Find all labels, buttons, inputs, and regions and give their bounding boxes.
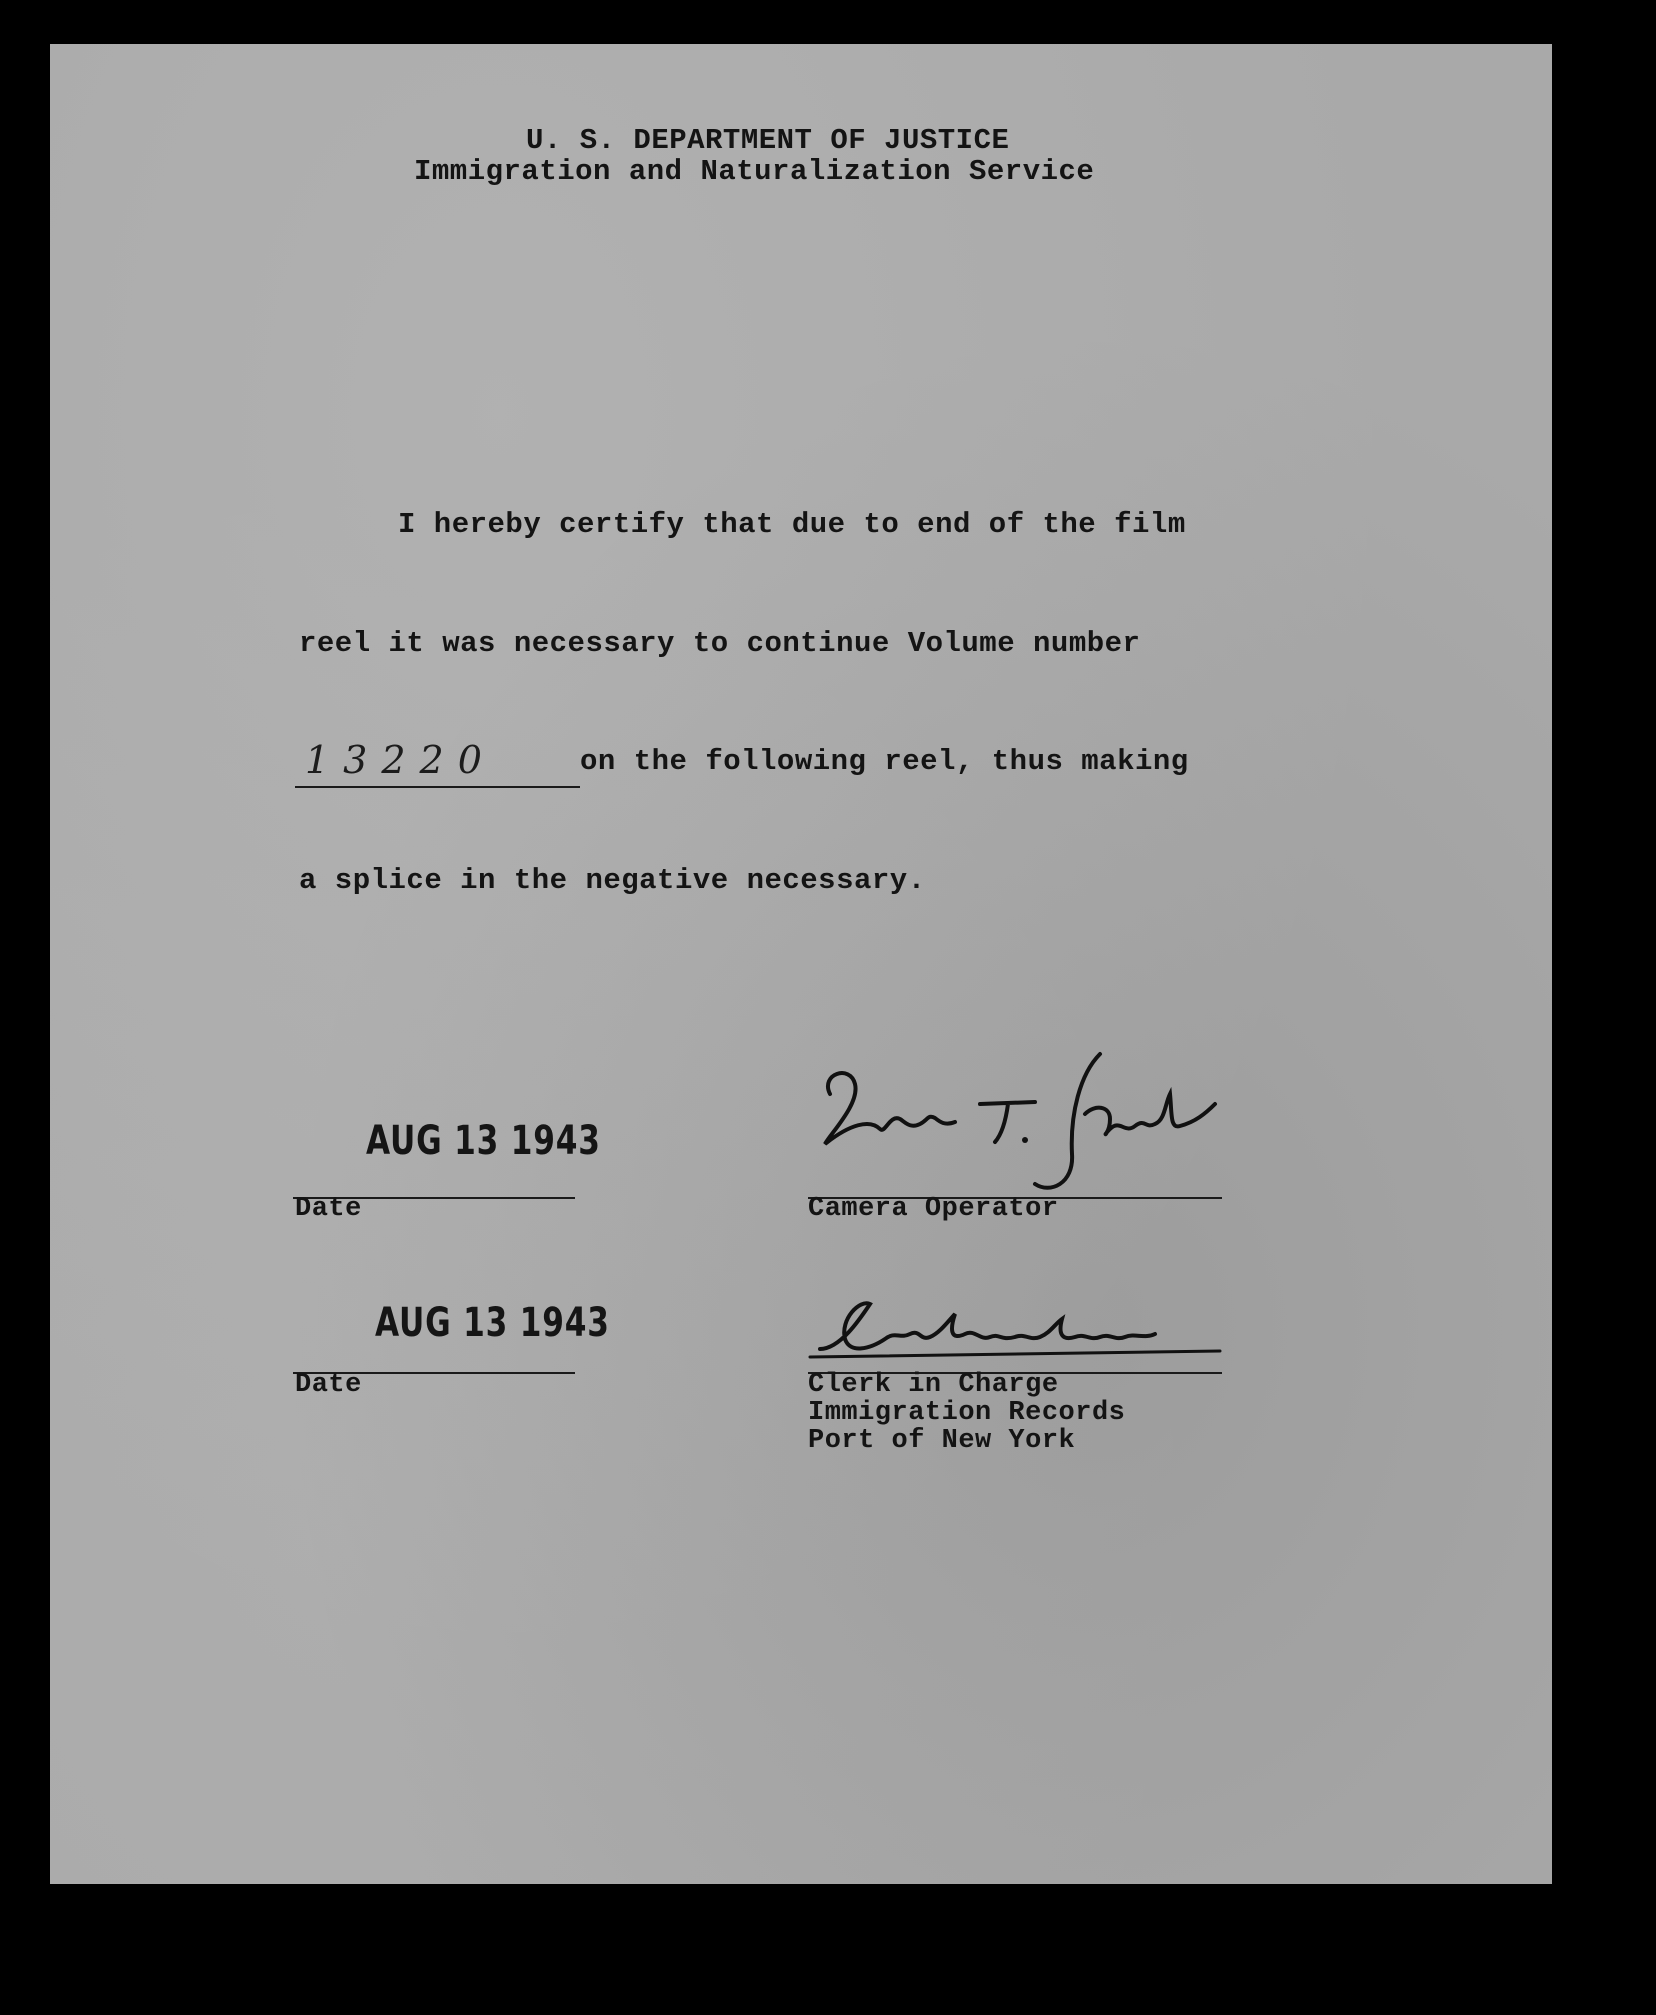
clerk-title-line-2: Immigration Records	[808, 1398, 1126, 1428]
clerk-title-line-3: Port of New York	[808, 1426, 1076, 1456]
date-label-1: Date	[295, 1194, 362, 1224]
clerk-title-line-1: Clerk in Charge	[808, 1370, 1059, 1400]
certification-line-3: on the following reel, thus making	[580, 745, 1189, 778]
header-service: Immigration and Naturalization Service	[414, 155, 1095, 188]
certification-line-2: reel it was necessary to continue Volume number	[299, 627, 1141, 660]
camera-operator-label: Camera Operator	[808, 1194, 1059, 1224]
date-label-2: Date	[295, 1370, 362, 1400]
date-stamp-1: AUG 13 1943	[366, 1118, 601, 1164]
camera-operator-signature	[810, 1034, 1230, 1204]
certification-line-4: a splice in the negative necessary.	[299, 864, 926, 897]
certification-line-1: I hereby certify that due to end of the film	[398, 508, 1186, 541]
header-department: U. S. DEPARTMENT OF JUSTICE	[526, 124, 1010, 157]
document-sheet	[50, 44, 1552, 1884]
date-stamp-2: AUG 13 1943	[375, 1300, 610, 1346]
volume-number-field	[295, 734, 580, 788]
clerk-signature	[800, 1279, 1230, 1379]
volume-number-handwritten: 13220	[305, 738, 496, 782]
